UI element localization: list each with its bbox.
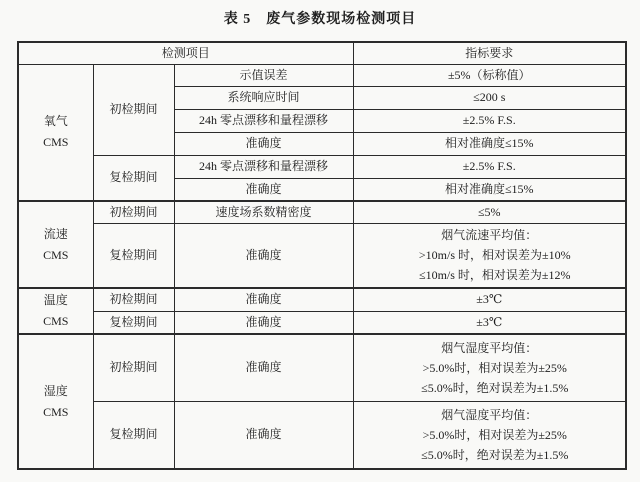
req-hum-recheck-line-below5: ≤5.0%时，绝对误差为±1.5% bbox=[421, 447, 569, 462]
req-oxy-accuracy-initial: 相对准确度≤15% bbox=[353, 132, 626, 155]
group-oxygen-name-line1: 氧气 bbox=[43, 114, 68, 129]
detection-items-table bbox=[17, 41, 627, 470]
row-temp-accuracy-recheck bbox=[18, 311, 626, 334]
group-humidity-name-line2: CMS bbox=[43, 404, 69, 419]
req-oxy-accuracy-recheck: 相对准确度≤15% bbox=[353, 178, 626, 201]
period-temperature-recheck: 复检期间 bbox=[93, 311, 174, 334]
header-requirements: 指标要求 bbox=[353, 42, 626, 64]
req-temp-accuracy-recheck: ±3℃ bbox=[353, 311, 626, 334]
group-flow-name-line1: 流速 bbox=[43, 226, 68, 241]
period-humidity-recheck: 复检期间 bbox=[93, 401, 174, 469]
item-hum-accuracy-recheck: 准确度 bbox=[174, 401, 353, 469]
item-oxy-response-time: 系统响应时间 bbox=[174, 86, 353, 109]
req-temp-accuracy-initial: ±3℃ bbox=[353, 288, 626, 311]
item-oxy-accuracy-initial: 准确度 bbox=[174, 132, 353, 155]
group-flow-cms bbox=[18, 201, 93, 288]
req-flow-field-precision: ≤5% bbox=[353, 201, 626, 223]
req-hum-accuracy-initial bbox=[353, 334, 626, 401]
table-title: 表 5 废气参数现场检测项目 bbox=[223, 12, 417, 27]
req-oxy-drift-initial: ±2.5% F.S. bbox=[353, 109, 626, 132]
req-flow-line-average: 烟气流速平均值： bbox=[441, 228, 538, 243]
req-hum-initial-line-average: 烟气湿度平均值： bbox=[441, 340, 538, 355]
req-hum-recheck-line-average: 烟气湿度平均值： bbox=[441, 407, 538, 422]
row-oxy-drift-recheck bbox=[18, 155, 626, 178]
item-oxy-indication-error: 示值误差 bbox=[174, 64, 353, 86]
period-temperature-initial: 初检期间 bbox=[93, 288, 174, 311]
item-temp-accuracy-initial: 准确度 bbox=[174, 288, 353, 311]
period-flow-initial: 初检期间 bbox=[93, 201, 174, 223]
req-hum-recheck-line-above5: >5.0%时，相对误差为±25% bbox=[422, 427, 567, 442]
item-flow-field-precision: 速度场系数精密度 bbox=[174, 201, 353, 223]
item-temp-accuracy-recheck: 准确度 bbox=[174, 311, 353, 334]
item-flow-accuracy-recheck: 准确度 bbox=[174, 223, 353, 288]
req-oxy-indication-error: ±5%（标称值） bbox=[353, 64, 626, 86]
period-oxygen-initial: 初检期间 bbox=[93, 64, 174, 155]
item-hum-accuracy-initial: 准确度 bbox=[174, 334, 353, 401]
row-hum-accuracy-initial bbox=[18, 334, 626, 401]
row-temp-accuracy-initial bbox=[18, 288, 626, 311]
period-humidity-initial: 初检期间 bbox=[93, 334, 174, 401]
item-oxy-accuracy-recheck: 准确度 bbox=[174, 178, 353, 201]
item-oxy-drift-initial: 24h 零点漂移和量程漂移 bbox=[174, 109, 353, 132]
group-humidity-cms bbox=[18, 334, 93, 469]
req-flow-line-below10: ≤10m/s 时，相对误差为±12% bbox=[418, 268, 571, 283]
req-hum-initial-line-above5: >5.0%时，相对误差为±25% bbox=[422, 360, 567, 375]
req-flow-accuracy-recheck bbox=[353, 223, 626, 288]
item-oxy-drift-recheck: 24h 零点漂移和量程漂移 bbox=[174, 155, 353, 178]
row-flow-accuracy-recheck bbox=[18, 223, 626, 288]
period-oxygen-recheck: 复检期间 bbox=[93, 155, 174, 201]
period-flow-recheck: 复检期间 bbox=[93, 223, 174, 288]
row-oxy-indication-error bbox=[18, 64, 626, 86]
req-hum-accuracy-recheck bbox=[353, 401, 626, 469]
group-flow-name-line2: CMS bbox=[43, 247, 69, 262]
row-hum-accuracy-recheck bbox=[18, 401, 626, 469]
group-temperature-name-line2: CMS bbox=[43, 314, 69, 328]
group-oxygen-cms bbox=[18, 64, 93, 201]
group-humidity-name-line1: 湿度 bbox=[43, 383, 68, 398]
header-row bbox=[18, 42, 626, 64]
header-detection-items: 检测项目 bbox=[18, 42, 353, 64]
row-flow-field-precision bbox=[18, 201, 626, 223]
req-flow-line-above10: >10m/s 时，相对误差为±10% bbox=[418, 248, 571, 263]
group-temperature-cms bbox=[18, 288, 93, 334]
req-oxy-response-time: ≤200 s bbox=[353, 86, 626, 109]
req-hum-initial-line-below5: ≤5.0%时，绝对误差为±1.5% bbox=[421, 380, 569, 395]
group-temperature-name-line1: 温度 bbox=[43, 293, 68, 307]
req-oxy-drift-recheck: ±2.5% F.S. bbox=[353, 155, 626, 178]
group-oxygen-name-line2: CMS bbox=[43, 135, 69, 150]
